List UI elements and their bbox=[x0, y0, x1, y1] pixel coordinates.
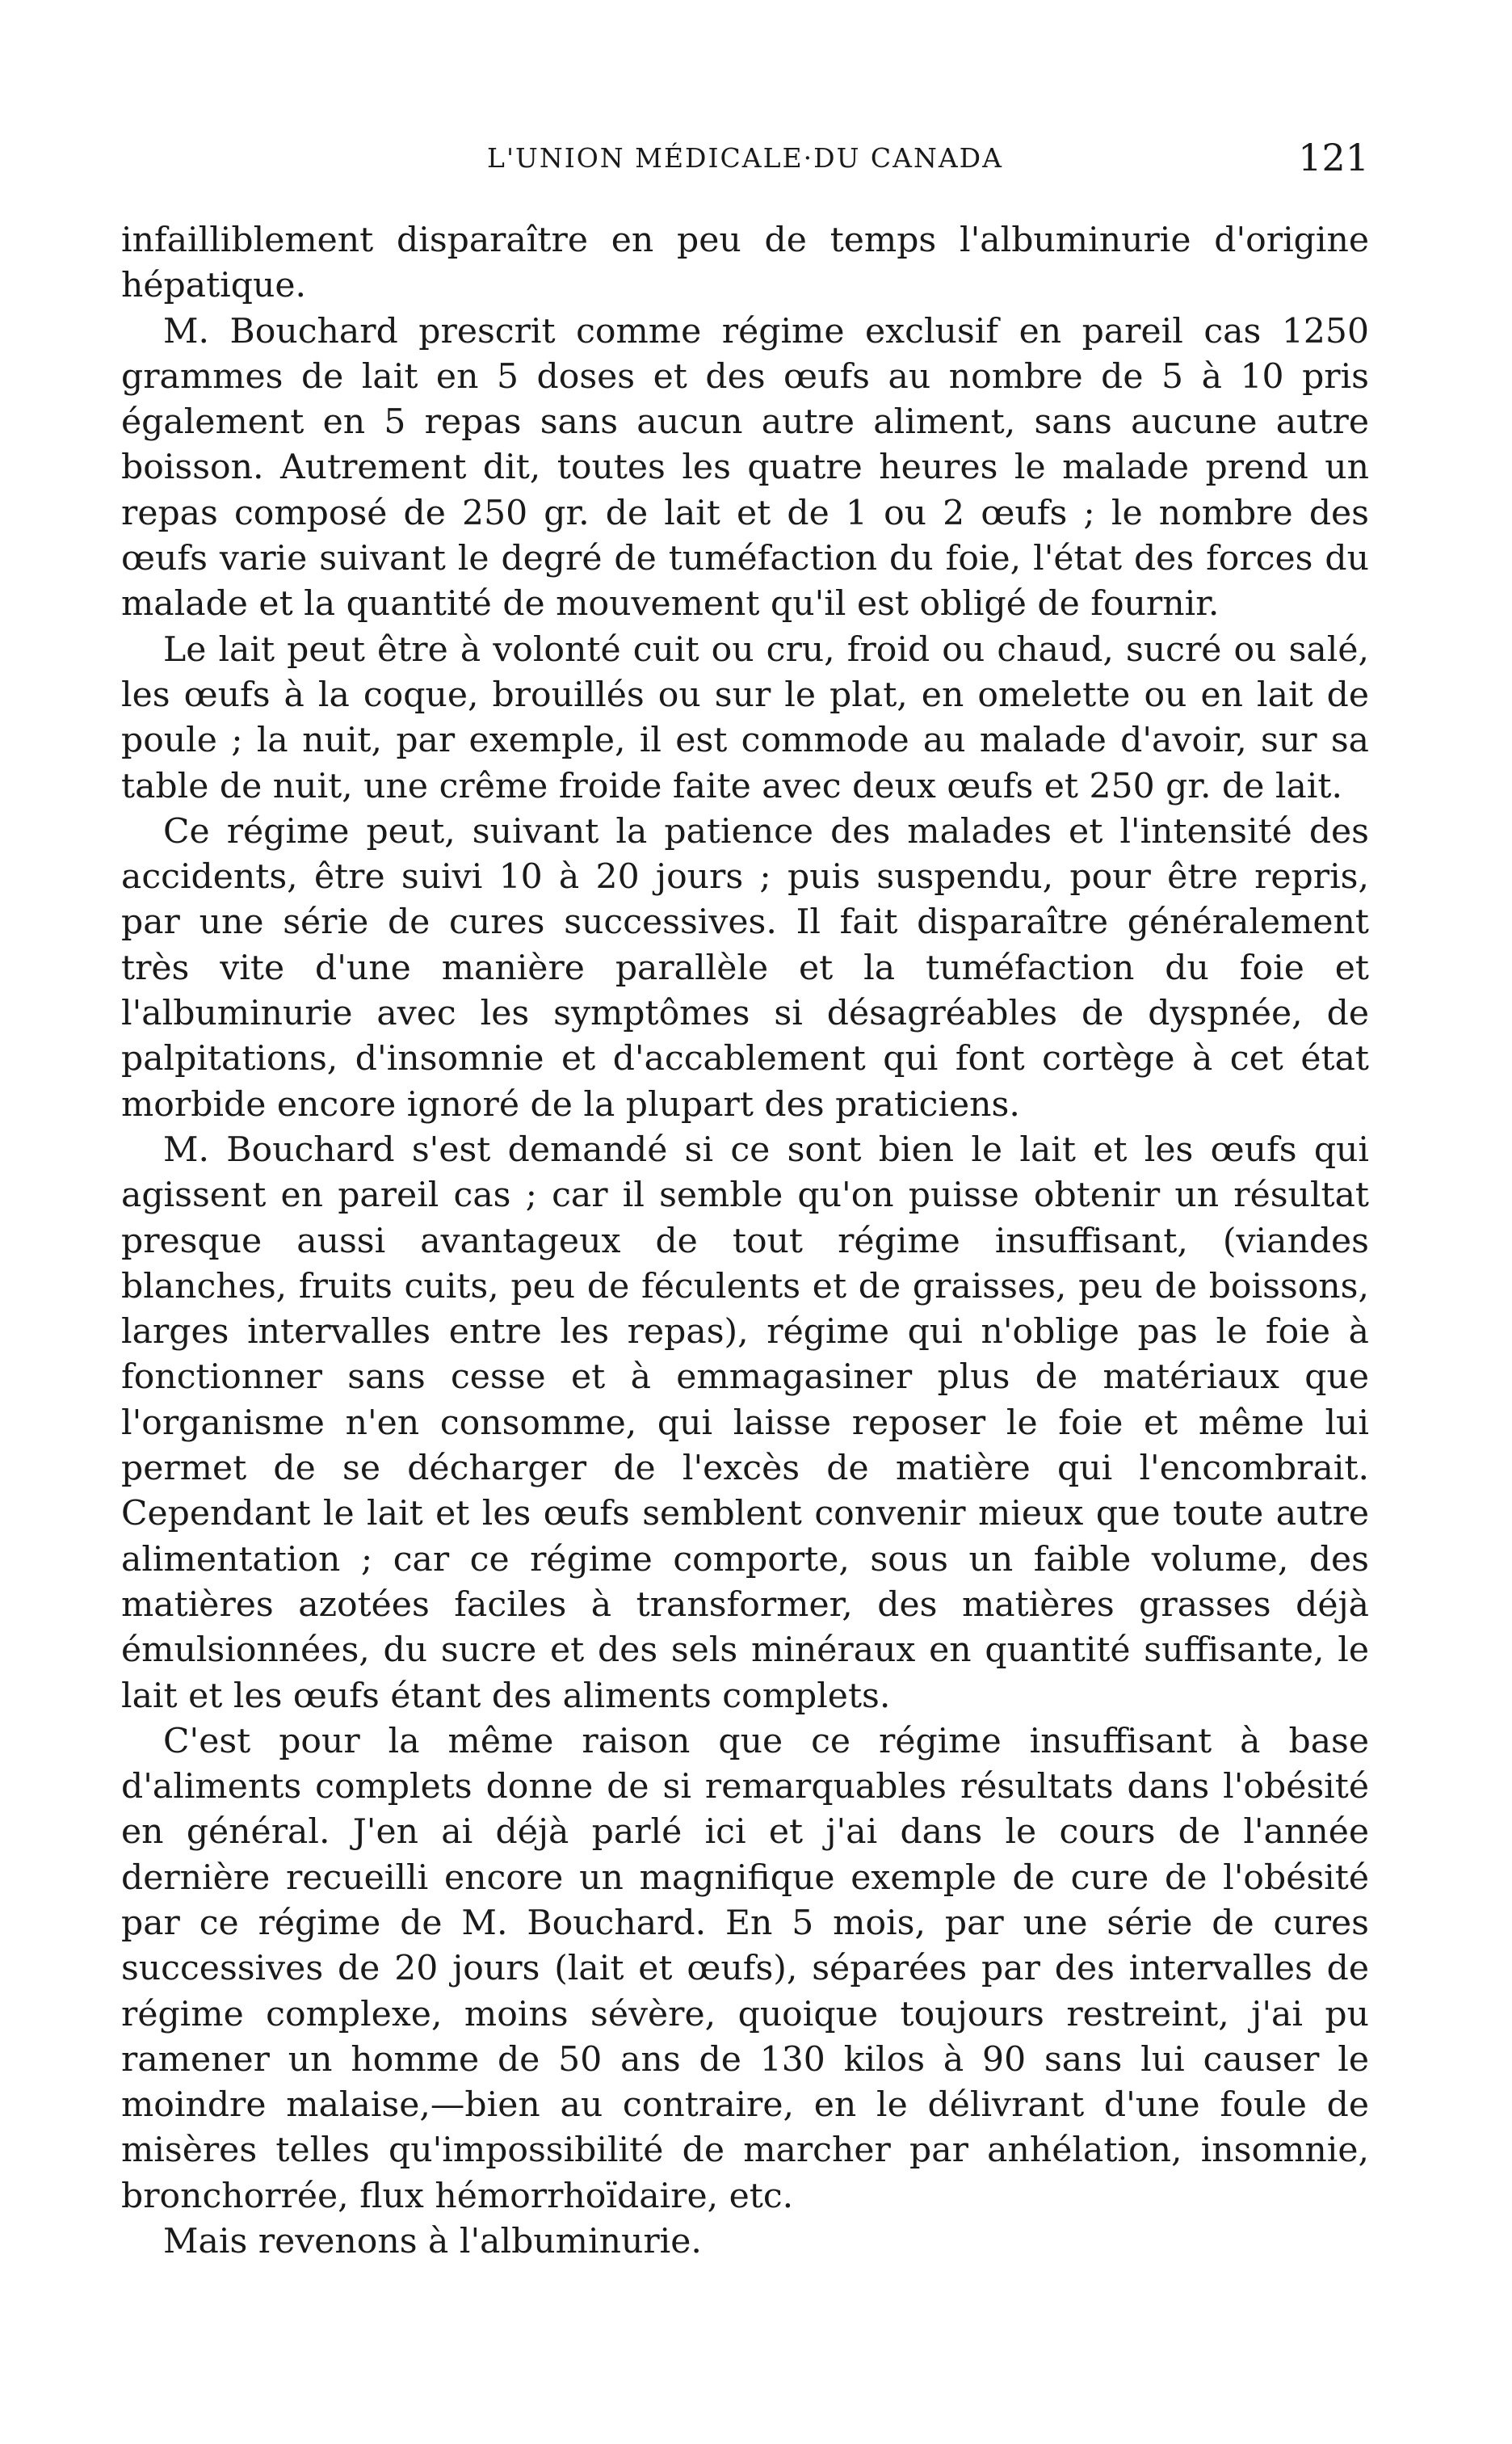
paragraph-regime-duration: Ce régime peut, suivant la patience des malades et l'intensité des accidents, être suivi 10 à 20 jours ; puis suspendu, pour être repris, par une série de cures successives. Il fait disparaître généralement très vite d'une manière parallèle et la tuméfaction du foie et l'albuminurie avec les symptômes si désagréables de dyspnée, de palpitations, d'insomnie et d'accablement qui font cortège à cet état morbide encore ignoré de la plupart des praticiens. bbox=[121, 811, 1369, 1125]
paragraph-bouchard-regime: M. Bouchard prescrit comme régime exclusif en pareil cas 1250 grammes de lait en 5 doses et des œufs au nombre de 5 à 10 pris également en 5 repas sans aucun autre aliment, sans aucune autre boisson. Autrement dit, toutes les quatre heures le malade prend un repas composé de 250 gr. de lait et de 1 ou 2 œufs ; le nombre des œufs varie suivant le degré de tuméfaction du foie, l'état des forces du malade et la quantité de mouvement qu'il est obligé de fournir. bbox=[121, 311, 1369, 625]
paragraph-obesity: C'est pour la même raison que ce régime insuffisant à base d'aliments complets donne de si remarquables résultats dans l'obésité en général. J'en ai déjà parlé ici et j'ai dans le cours de l'année dernière recueilli encore un magnifique exemple de cure de l'obésité par ce régime de M. Bouchard. En 5 mois, par une série de cures successives de 20 jours (lait et œufs), séparées par des intervalles de régime complexe, moins sévère, quoique toujours restreint, j'ai pu ramener un homme de 50 ans de 130 kilos à 90 sans lui causer le moindre malaise,—bien au contraire, en le délivrant d'une foule de misères telles qu'impossibilité de marcher par anhélation, insomnie, bronchorrée, flux hémorrhoïdaire, etc. bbox=[121, 1721, 1369, 2216]
paragraph-insufficient-regime: M. Bouchard s'est demandé si ce sont bien le lait et les œufs qui agissent en pareil cas ; car il semble qu'on puisse obtenir un résultat presque aussi avantageux de tout régime insuffisant, (viandes blanches, fruits cuits, peu de féculents et de graisses, peu de boissons, larges intervalles entre les repas), régime qui n'oblige pas le foie à fonctionner sans cesse et à emmagasiner plus de matériaux que l'organisme n'en consomme, qui laisse reposer le foie et même lui permet de se décharger de l'excès de matière qui l'encombrait. Cependant le lait et les œufs semblent convenir mieux que toute autre alimentation ; car ce régime comporte, sous un faible volume, des matières azotées faciles à transformer, des matières grasses déjà émulsionnées, du sucre et des sels minéraux en quantité suffisante, le lait et les œufs étant des aliments complets. bbox=[121, 1129, 1369, 1716]
body-text bbox=[121, 218, 1369, 2265]
page-number: 121 bbox=[1298, 136, 1369, 179]
paragraph-milk-preparation: Le lait peut être à volonté cuit ou cru, froid ou chaud, sucré ou salé, les œufs à la coque, brouillés ou sur le plat, en omelette ou en lait de poule ; la nuit, par exemple, il est commode au malade d'avoir, sur sa table de nuit, une crême froide faite avec deux œufs et 250 gr. de lait. bbox=[121, 629, 1369, 806]
paragraph-closing: Mais revenons à l'albuminurie. bbox=[163, 2222, 702, 2262]
page-header bbox=[121, 136, 1369, 184]
running-title: L'UNION MÉDICALE·DU CANADA bbox=[487, 142, 1003, 174]
paragraph-continuation: infailliblement disparaître en peu de temps l'albuminurie d'origine hépatique. bbox=[121, 221, 1369, 306]
